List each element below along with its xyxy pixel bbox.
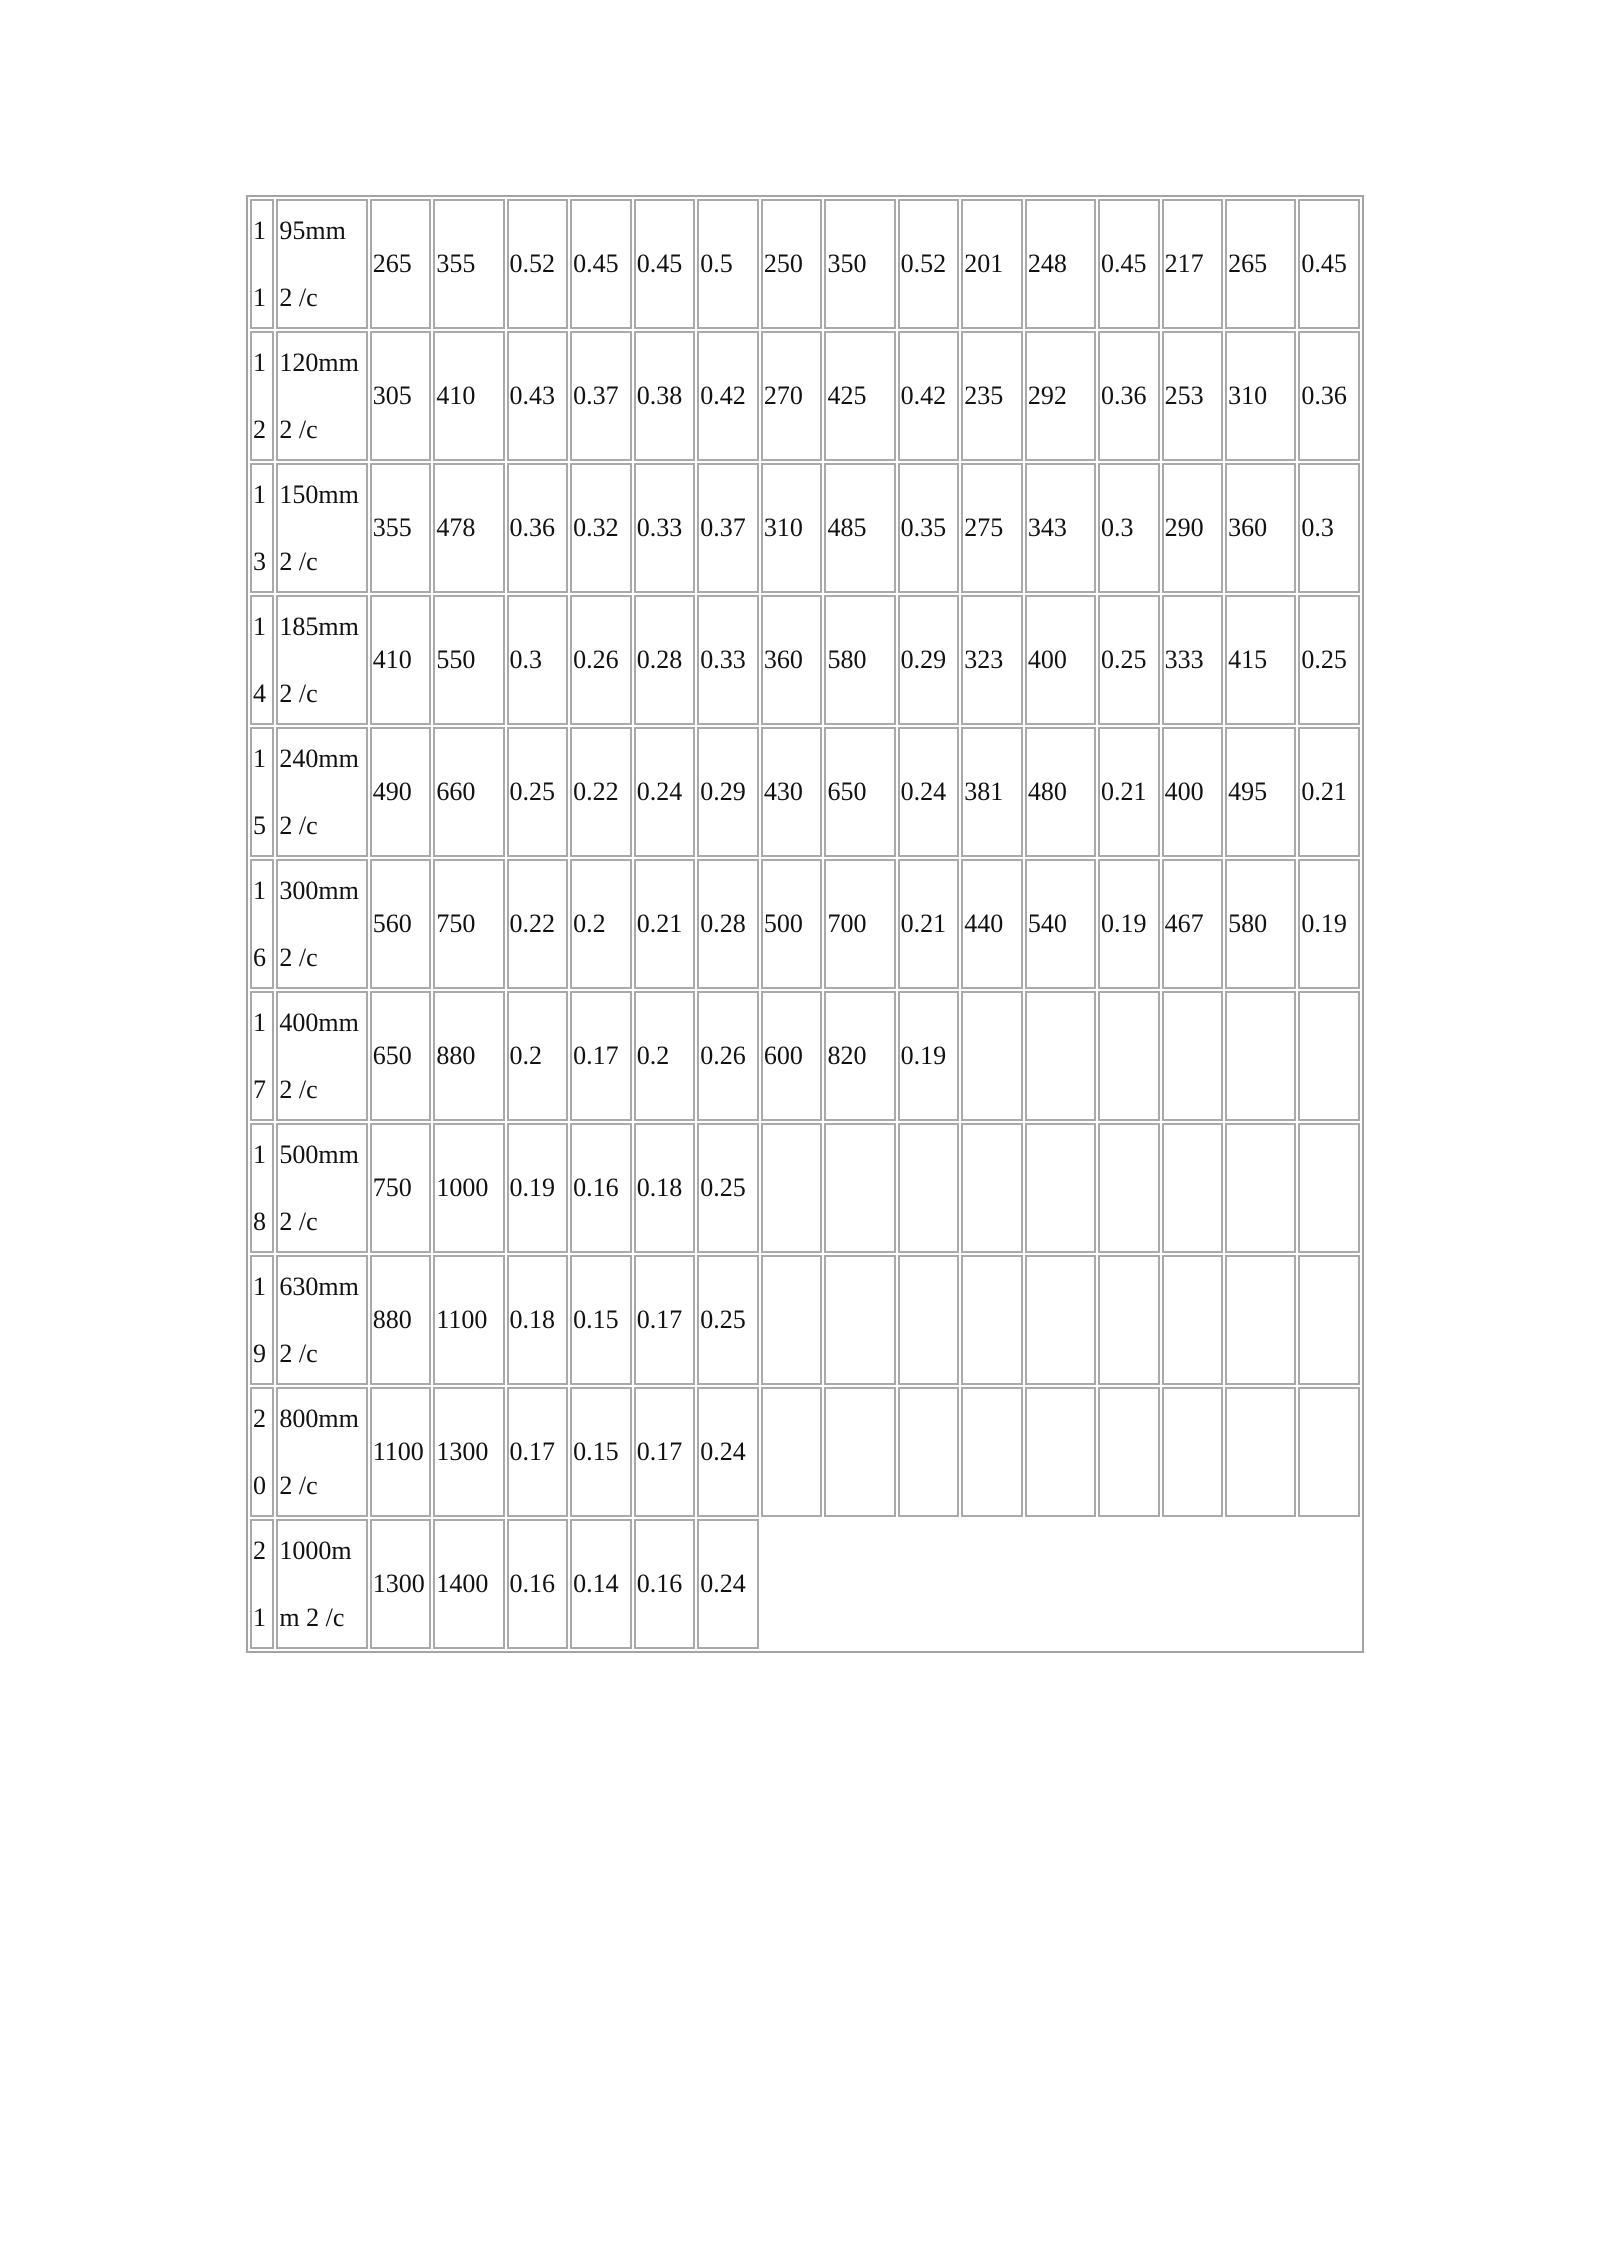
value-cell: 355 xyxy=(370,463,432,593)
value-cell: 750 xyxy=(433,859,504,989)
value-cell: 485 xyxy=(824,463,895,593)
value-cell: 400 xyxy=(1162,727,1224,857)
value-cell: 560 xyxy=(370,859,432,989)
cable-spec-table xyxy=(246,195,1364,1653)
table-row xyxy=(250,1519,1360,1649)
value-cell xyxy=(961,1387,1023,1517)
row-number-cell xyxy=(250,727,274,857)
cable-size-part: 2 /c xyxy=(279,678,318,708)
value-cell: 490 xyxy=(370,727,432,857)
value-cell: 0.52 xyxy=(898,199,960,329)
row-number-part: 1 xyxy=(253,1602,266,1632)
row-number-cell xyxy=(250,1519,274,1649)
row-number-part: 2 xyxy=(253,1536,266,1565)
cable-size-part: 2 /c xyxy=(279,414,318,444)
value-cell: 0.16 xyxy=(570,1123,632,1253)
value-cell: 0.25 xyxy=(507,727,569,857)
table-row xyxy=(250,1387,1360,1517)
value-cell: 750 xyxy=(370,1123,432,1253)
table-row xyxy=(250,331,1360,461)
value-cell: 0.36 xyxy=(1098,331,1160,461)
row-number-cell xyxy=(250,595,274,725)
value-cell: 310 xyxy=(761,463,823,593)
cable-size-part: m 2 /c xyxy=(279,1602,345,1632)
value-cell: 0.3 xyxy=(1098,463,1160,593)
value-cell: 0.37 xyxy=(570,331,632,461)
value-cell xyxy=(1025,1255,1096,1385)
value-cell: 0.5 xyxy=(697,199,759,329)
row-number-part: 1 xyxy=(253,282,266,312)
value-cell: 495 xyxy=(1225,727,1296,857)
value-cell: 253 xyxy=(1162,331,1224,461)
value-cell: 265 xyxy=(370,199,432,329)
value-cell xyxy=(1025,991,1096,1121)
value-cell: 580 xyxy=(824,595,895,725)
value-cell: 1100 xyxy=(433,1255,504,1385)
value-cell: 0.19 xyxy=(1098,859,1160,989)
value-cell xyxy=(1098,1387,1160,1517)
value-cell xyxy=(898,1255,960,1385)
value-cell xyxy=(824,1123,895,1253)
row-number-part: 1 xyxy=(253,1272,266,1301)
value-cell: 0.32 xyxy=(570,463,632,593)
value-cell: 0.2 xyxy=(570,859,632,989)
row-number-cell xyxy=(250,1387,274,1517)
row-number-part: 2 xyxy=(253,1404,266,1433)
value-cell: 350 xyxy=(824,199,895,329)
cable-size-part: 800mm xyxy=(279,1404,359,1433)
row-number-part: 1 xyxy=(253,216,266,245)
value-cell: 270 xyxy=(761,331,823,461)
value-cell: 0.18 xyxy=(634,1123,696,1253)
value-cell: 250 xyxy=(761,199,823,329)
value-cell: 292 xyxy=(1025,331,1096,461)
value-cell xyxy=(961,1255,1023,1385)
cable-size-part: 2 /c xyxy=(279,810,318,840)
value-cell xyxy=(824,1387,895,1517)
value-cell: 310 xyxy=(1225,331,1296,461)
value-cell xyxy=(961,1123,1023,1253)
value-cell: 430 xyxy=(761,727,823,857)
value-cell: 1400 xyxy=(433,1519,504,1649)
value-cell: 201 xyxy=(961,199,1023,329)
value-cell: 0.17 xyxy=(570,991,632,1121)
cable-size-cell xyxy=(276,991,367,1121)
cable-size-part: 2 /c xyxy=(279,942,318,972)
value-cell: 880 xyxy=(370,1255,432,1385)
row-number-part: 8 xyxy=(253,1206,266,1236)
value-cell: 0.18 xyxy=(507,1255,569,1385)
value-cell: 500 xyxy=(761,859,823,989)
value-cell: 550 xyxy=(433,595,504,725)
value-cell: 0.42 xyxy=(898,331,960,461)
value-cell: 0.17 xyxy=(634,1387,696,1517)
cable-size-cell xyxy=(276,1123,367,1253)
value-cell: 0.26 xyxy=(697,991,759,1121)
value-cell: 0.33 xyxy=(697,595,759,725)
value-cell: 275 xyxy=(961,463,1023,593)
value-cell xyxy=(1098,1123,1160,1253)
value-cell: 265 xyxy=(1225,199,1296,329)
row-number-part: 1 xyxy=(253,1008,266,1037)
value-cell: 0.25 xyxy=(1298,595,1360,725)
row-number-part: 9 xyxy=(253,1338,266,1368)
cable-size-part: 240mm xyxy=(279,744,359,773)
value-cell xyxy=(1225,1387,1296,1517)
cable-size-cell xyxy=(276,331,367,461)
value-cell xyxy=(1298,1123,1360,1253)
value-cell: 0.28 xyxy=(697,859,759,989)
row-number-cell xyxy=(250,331,274,461)
table-body xyxy=(250,199,1360,1649)
cable-size-part: 2 /c xyxy=(279,1206,318,1236)
table-row xyxy=(250,1123,1360,1253)
value-cell xyxy=(1162,1255,1224,1385)
value-cell xyxy=(1225,991,1296,1121)
value-cell: 0.25 xyxy=(697,1255,759,1385)
value-cell: 0.33 xyxy=(634,463,696,593)
value-cell: 0.25 xyxy=(1098,595,1160,725)
table-row xyxy=(250,595,1360,725)
cable-size-part: 400mm xyxy=(279,1008,359,1037)
row-number-part: 3 xyxy=(253,546,266,576)
value-cell: 0.15 xyxy=(570,1255,632,1385)
value-cell: 1100 xyxy=(370,1387,432,1517)
value-cell xyxy=(1162,991,1224,1121)
value-cell: 0.19 xyxy=(898,991,960,1121)
value-cell xyxy=(1298,1387,1360,1517)
cable-size-cell xyxy=(276,199,367,329)
value-cell: 305 xyxy=(370,331,432,461)
cable-size-part: 185mm xyxy=(279,612,359,641)
value-cell: 0.3 xyxy=(507,595,569,725)
value-cell xyxy=(1298,1255,1360,1385)
cable-size-part: 2 /c xyxy=(279,546,318,576)
value-cell: 0.45 xyxy=(570,199,632,329)
cable-size-cell xyxy=(276,1519,367,1649)
value-cell xyxy=(898,1123,960,1253)
value-cell: 0.19 xyxy=(1298,859,1360,989)
value-cell: 290 xyxy=(1162,463,1224,593)
value-cell: 467 xyxy=(1162,859,1224,989)
cable-size-part: 2 /c xyxy=(279,282,318,312)
value-cell: 0.36 xyxy=(1298,331,1360,461)
value-cell xyxy=(1025,1123,1096,1253)
cable-size-cell xyxy=(276,1387,367,1517)
row-number-part: 0 xyxy=(253,1470,266,1500)
value-cell xyxy=(1098,991,1160,1121)
row-number-cell xyxy=(250,463,274,593)
cable-size-cell xyxy=(276,595,367,725)
value-cell xyxy=(1162,1123,1224,1253)
cable-size-part: 2 /c xyxy=(279,1338,318,1368)
value-cell: 0.21 xyxy=(898,859,960,989)
value-cell: 478 xyxy=(433,463,504,593)
value-cell: 0.43 xyxy=(507,331,569,461)
cable-size-cell xyxy=(276,463,367,593)
blank-merged-cell xyxy=(761,1519,1360,1649)
value-cell: 700 xyxy=(824,859,895,989)
value-cell xyxy=(1225,1123,1296,1253)
value-cell: 0.25 xyxy=(697,1123,759,1253)
cable-size-part: 2 /c xyxy=(279,1470,318,1500)
value-cell: 381 xyxy=(961,727,1023,857)
value-cell: 650 xyxy=(824,727,895,857)
value-cell xyxy=(1025,1387,1096,1517)
value-cell: 1000 xyxy=(433,1123,504,1253)
value-cell: 0.16 xyxy=(507,1519,569,1649)
value-cell: 0.24 xyxy=(634,727,696,857)
value-cell: 415 xyxy=(1225,595,1296,725)
value-cell: 580 xyxy=(1225,859,1296,989)
row-number-part: 1 xyxy=(253,348,266,377)
value-cell: 0.16 xyxy=(634,1519,696,1649)
value-cell: 480 xyxy=(1025,727,1096,857)
value-cell: 820 xyxy=(824,991,895,1121)
value-cell: 333 xyxy=(1162,595,1224,725)
value-cell: 0.24 xyxy=(697,1519,759,1649)
value-cell: 0.38 xyxy=(634,331,696,461)
value-cell: 0.36 xyxy=(507,463,569,593)
value-cell: 0.29 xyxy=(898,595,960,725)
cable-size-cell xyxy=(276,859,367,989)
value-cell: 1300 xyxy=(370,1519,432,1649)
row-number-part: 1 xyxy=(253,612,266,641)
row-number-cell xyxy=(250,199,274,329)
value-cell: 0.37 xyxy=(697,463,759,593)
value-cell: 0.42 xyxy=(697,331,759,461)
value-cell: 0.17 xyxy=(507,1387,569,1517)
value-cell xyxy=(761,1123,823,1253)
value-cell: 323 xyxy=(961,595,1023,725)
value-cell: 540 xyxy=(1025,859,1096,989)
value-cell xyxy=(824,1255,895,1385)
value-cell: 0.22 xyxy=(507,859,569,989)
value-cell: 248 xyxy=(1025,199,1096,329)
value-cell: 650 xyxy=(370,991,432,1121)
row-number-cell xyxy=(250,991,274,1121)
value-cell: 0.2 xyxy=(507,991,569,1121)
row-number-cell xyxy=(250,1123,274,1253)
value-cell: 0.2 xyxy=(634,991,696,1121)
value-cell xyxy=(1162,1387,1224,1517)
table-row xyxy=(250,859,1360,989)
value-cell: 0.52 xyxy=(507,199,569,329)
table-row xyxy=(250,727,1360,857)
value-cell xyxy=(1098,1255,1160,1385)
cable-size-part: 120mm xyxy=(279,348,359,377)
value-cell: 217 xyxy=(1162,199,1224,329)
value-cell: 410 xyxy=(433,331,504,461)
value-cell: 1300 xyxy=(433,1387,504,1517)
cable-size-part: 1000m xyxy=(279,1536,352,1565)
value-cell: 360 xyxy=(1225,463,1296,593)
row-number-part: 1 xyxy=(253,744,266,773)
value-cell xyxy=(761,1387,823,1517)
row-number-part: 6 xyxy=(253,942,266,972)
value-cell: 0.14 xyxy=(570,1519,632,1649)
value-cell: 343 xyxy=(1025,463,1096,593)
value-cell: 600 xyxy=(761,991,823,1121)
value-cell: 360 xyxy=(761,595,823,725)
value-cell: 0.45 xyxy=(634,199,696,329)
value-cell: 0.29 xyxy=(697,727,759,857)
value-cell xyxy=(1225,1255,1296,1385)
value-cell: 880 xyxy=(433,991,504,1121)
cable-size-cell xyxy=(276,1255,367,1385)
value-cell: 0.28 xyxy=(634,595,696,725)
row-number-cell xyxy=(250,859,274,989)
table-row xyxy=(250,991,1360,1121)
cable-size-part: 150mm xyxy=(279,480,359,509)
row-number-part: 4 xyxy=(253,678,266,708)
value-cell: 660 xyxy=(433,727,504,857)
value-cell: 0.22 xyxy=(570,727,632,857)
value-cell: 0.15 xyxy=(570,1387,632,1517)
value-cell xyxy=(761,1255,823,1385)
value-cell: 0.24 xyxy=(697,1387,759,1517)
value-cell: 0.21 xyxy=(1098,727,1160,857)
value-cell: 410 xyxy=(370,595,432,725)
value-cell: 0.19 xyxy=(507,1123,569,1253)
value-cell xyxy=(898,1387,960,1517)
cable-size-part: 300mm xyxy=(279,876,359,905)
value-cell: 0.21 xyxy=(634,859,696,989)
cable-size-part: 500mm xyxy=(279,1140,359,1169)
value-cell: 0.24 xyxy=(898,727,960,857)
cable-size-part: 630mm xyxy=(279,1272,359,1301)
row-number-part: 5 xyxy=(253,810,266,840)
cable-size-part: 95mm xyxy=(279,216,346,245)
cable-size-cell xyxy=(276,727,367,857)
row-number-part: 1 xyxy=(253,1140,266,1169)
row-number-part: 1 xyxy=(253,480,266,509)
table-row xyxy=(250,1255,1360,1385)
value-cell xyxy=(961,991,1023,1121)
value-cell: 0.21 xyxy=(1298,727,1360,857)
table-row xyxy=(250,199,1360,329)
value-cell: 0.26 xyxy=(570,595,632,725)
value-cell: 0.45 xyxy=(1098,199,1160,329)
value-cell: 0.3 xyxy=(1298,463,1360,593)
value-cell: 235 xyxy=(961,331,1023,461)
value-cell: 0.17 xyxy=(634,1255,696,1385)
value-cell: 440 xyxy=(961,859,1023,989)
cable-size-part: 2 /c xyxy=(279,1074,318,1104)
value-cell: 425 xyxy=(824,331,895,461)
row-number-part: 7 xyxy=(253,1074,266,1104)
value-cell: 0.45 xyxy=(1298,199,1360,329)
table-row xyxy=(250,463,1360,593)
row-number-cell xyxy=(250,1255,274,1385)
row-number-part: 2 xyxy=(253,414,266,444)
value-cell xyxy=(1298,991,1360,1121)
value-cell: 355 xyxy=(433,199,504,329)
value-cell: 0.35 xyxy=(898,463,960,593)
value-cell: 400 xyxy=(1025,595,1096,725)
row-number-part: 1 xyxy=(253,876,266,905)
